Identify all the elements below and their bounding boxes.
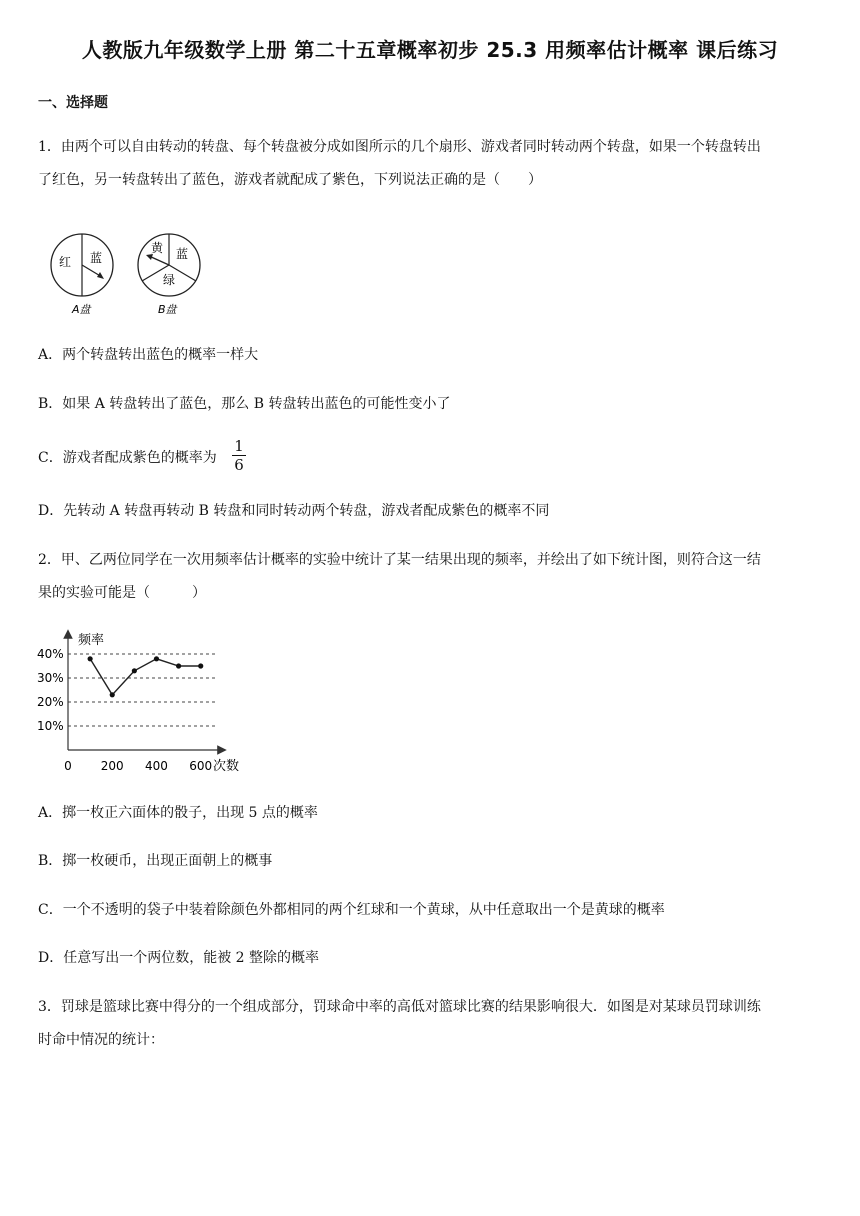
y-tick-label: 30%	[37, 671, 64, 685]
x-axis-label: 次数	[213, 759, 240, 774]
fraction-numerator: 1	[234, 437, 244, 455]
frequency-series-line	[90, 659, 201, 695]
disk-b-top-right-label: 蓝	[176, 247, 189, 261]
x-tick-label: 400	[145, 759, 168, 773]
disk-a	[51, 234, 113, 316]
q2-option-c: C．一个不透明的袋子中装着除颜色外都相同的两个红球和一个黄球，从中任意取出一个是黄球的概率	[38, 902, 665, 918]
data-point	[132, 668, 137, 673]
q1-option-d: D．先转动 A 转盘再转动 B 转盘和同时转动两个转盘，游戏者配成紫色的概率不同	[38, 503, 550, 519]
q3-stem-line2: 时命中情况的统计：	[38, 1032, 164, 1048]
q1-stem-line2: 了红色，另一转盘转出了蓝色，游戏者就配成了紫色，下列说法正确的是（ ）	[38, 172, 542, 188]
q1-stem-line1: 1．由两个可以自由转动的转盘、每个转盘被分成如图所示的几个扇形、游戏者同时转动两个转盘，如果一个转盘转出	[38, 139, 761, 155]
data-point	[176, 663, 181, 668]
disk-a-left-label: 红	[59, 255, 72, 269]
data-point	[154, 656, 159, 661]
disk-b	[138, 234, 200, 316]
pointer-b	[149, 256, 169, 265]
q3-stem-line1: 3．罚球是篮球比赛中得分的一个组成部分，罚球命中率的高低对篮球比赛的结果影响很大．如图是对某球员罚球训练	[38, 999, 761, 1015]
q1-option-b: B．如果 A 转盘转出了蓝色，那么 B 转盘转出蓝色的可能性变小了	[38, 396, 451, 412]
x-tick-label: 0	[64, 759, 72, 773]
q2-stem-line2: 果的实验可能是（ ）	[38, 585, 206, 601]
frequency-line-chart	[34, 628, 248, 778]
data-point	[198, 663, 203, 668]
disk-b-bottom-label: 绿	[163, 273, 176, 287]
y-tick-label: 10%	[37, 719, 64, 733]
spinner-figure	[44, 226, 214, 318]
data-point	[110, 692, 115, 697]
y-tick-label: 40%	[37, 647, 64, 661]
y-axis-label: 频率	[78, 633, 105, 648]
disk-a-caption: A盘	[72, 303, 91, 316]
q2-stem-line1: 2．甲、乙两位同学在一次用频率估计概率的实验中统计了某一结果出现的频率，并绘出了如下统计图，则符合这一结	[38, 552, 761, 568]
page-title: 人教版九年级数学上册 第二十五章概率初步 25.3 用频率估计概率 课后练习	[81, 38, 779, 62]
disk-b-caption: B盘	[158, 303, 177, 316]
disk-a-right-label: 蓝	[90, 251, 103, 265]
q2-option-a: A．掷一枚正六面体的骰子，出现 5 点的概率	[38, 805, 318, 821]
q1-option-a: A．两个转盘转出蓝色的概率一样大	[38, 347, 259, 363]
section-heading: 一、选择题	[38, 95, 108, 111]
q2-option-b: B．掷一枚硬币，出现正面朝上的概事	[38, 853, 273, 869]
q1-option-c: C．游戏者配成紫色的概率为	[38, 450, 217, 466]
data-point	[88, 656, 93, 661]
x-tick-label: 200	[100, 759, 124, 773]
disk-b-top-left-label: 黄	[151, 241, 164, 255]
q2-option-d: D．任意写出一个两位数，能被 2 整除的概率	[38, 950, 320, 966]
x-tick-label: 600	[189, 759, 213, 773]
fraction-denominator: 6	[234, 456, 244, 474]
y-tick-label: 20%	[37, 695, 64, 709]
fraction-one-sixth	[232, 438, 246, 473]
